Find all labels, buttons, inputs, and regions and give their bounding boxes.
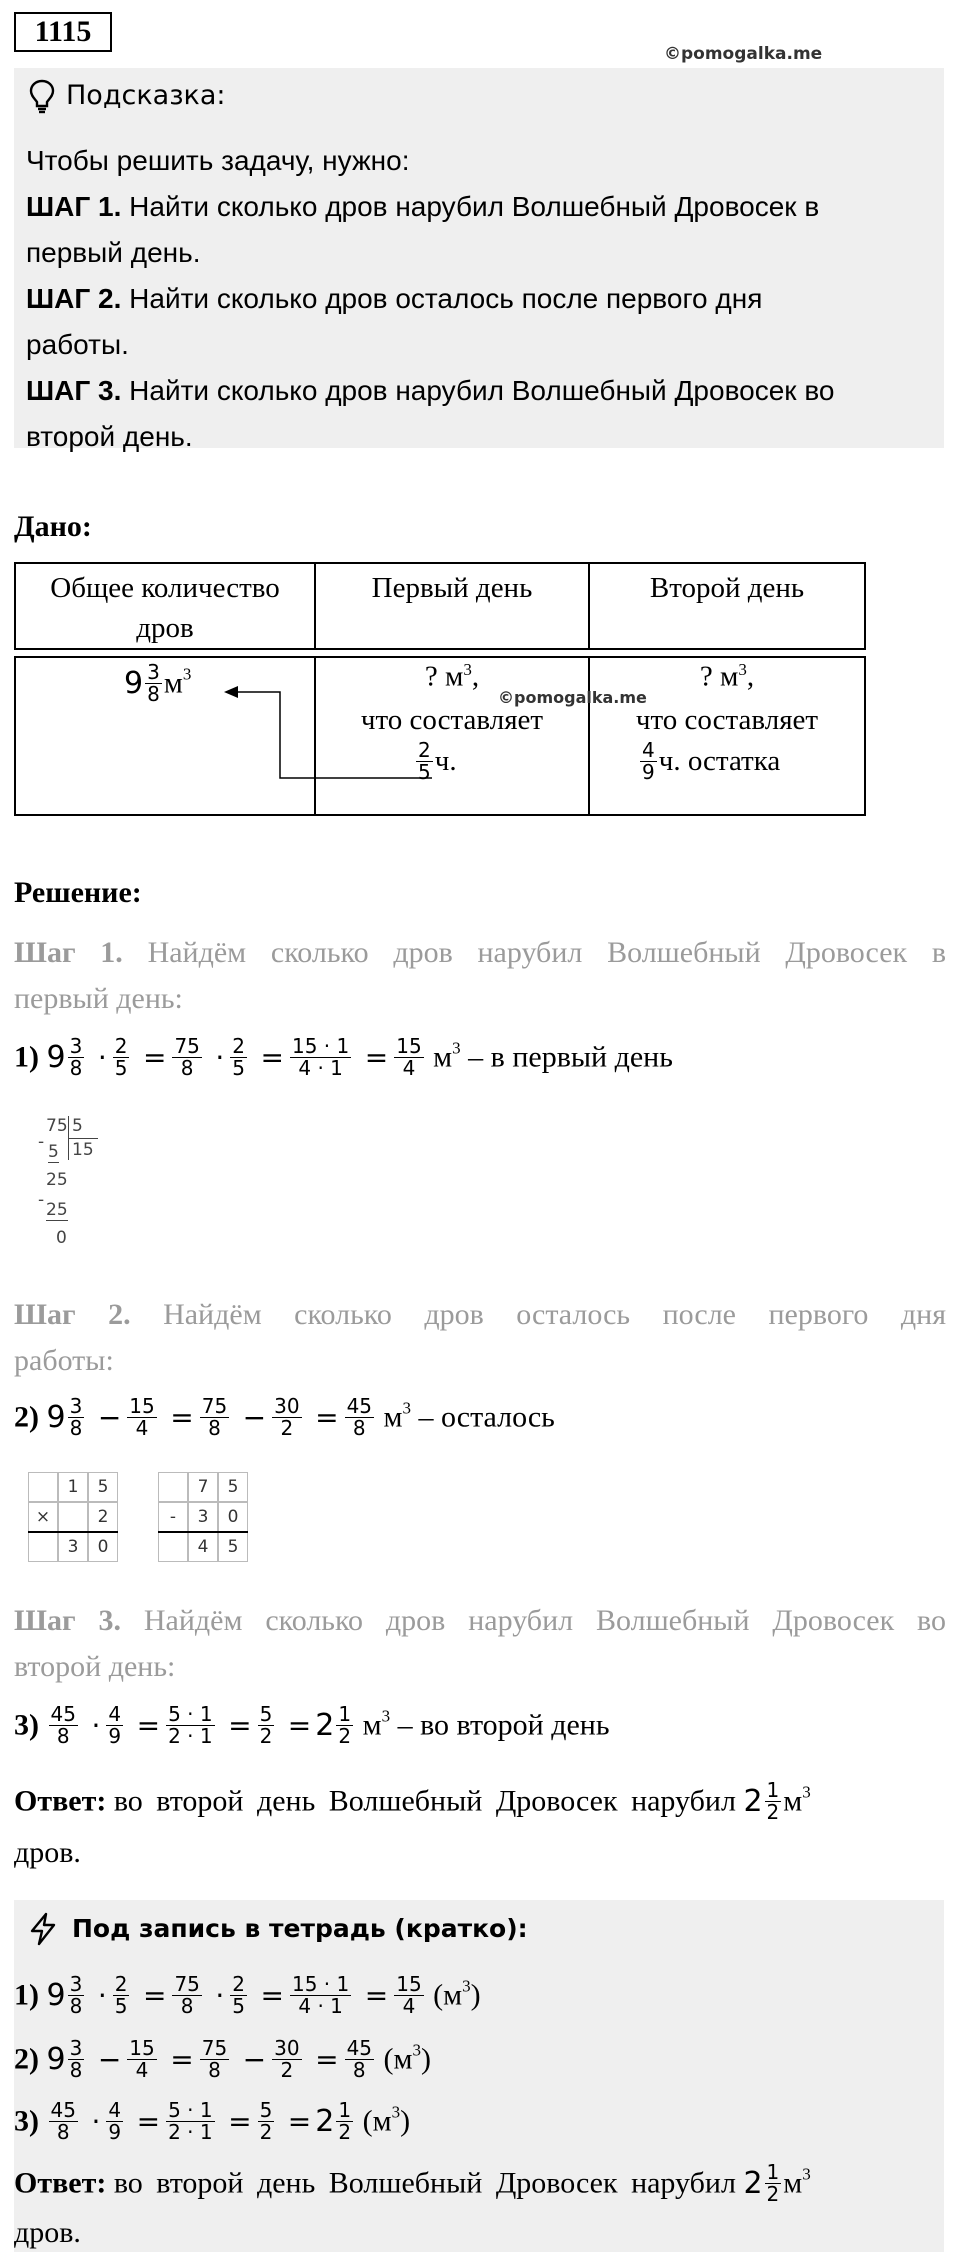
day2-question: ? $м^3$,	[699, 660, 755, 693]
hint-step-1-cont: первый день.	[26, 237, 201, 268]
answer-tail: дров.	[14, 1836, 81, 1869]
notebook-title: Под запись в тетрадь (кратко):	[72, 1914, 528, 1943]
day1-fraction: $\frac{2}{5}$ ч.	[418, 738, 457, 784]
step3-text-cont: второй день:	[14, 1650, 176, 1683]
minus-sign: -	[38, 1132, 45, 1152]
division-line	[68, 1138, 98, 1139]
table-watermark: ©pomogalka.me	[498, 688, 647, 707]
whole: 9	[124, 666, 144, 701]
long-division-divisor: 5	[72, 1116, 83, 1136]
step1-text-cont: первый день:	[14, 982, 183, 1015]
solution-title: Решение:	[14, 876, 142, 909]
equation-2: 2) 9 $\frac{3}{8}$ − $\frac{15}{4}$ = $\frac{75}{8}$ − $\frac{30}{2}$ = $\frac{45}{8}$ $м^3$ – осталось	[14, 1394, 555, 1440]
hint-intro: Чтобы решить задачу, нужно:	[26, 145, 410, 176]
total-value	[124, 662, 191, 705]
table-header-total	[14, 562, 316, 650]
grid-cell: 5	[88, 1472, 118, 1502]
notebook-answer: Ответ: во второй день Волшебный Дровосек нарубил 2 $\frac{1}{2}$ $м^3$	[14, 2160, 811, 2206]
watermark: ©pomogalka.me	[664, 44, 823, 64]
long-division-quotient: 15	[72, 1140, 94, 1160]
grid-cell: 1	[58, 1472, 88, 1502]
notebook-equation-1: 1) 9 $\frac{3}{8}$ · $\frac{2}{5}$ = $\frac{75}{8}$ · $\frac{2}{5}$ = $\frac{15 \cdot 1}{4 \cdot 1}$ = $\frac{15}{4}$ $(м^3)$	[14, 1972, 481, 2018]
lightning-icon	[28, 1912, 58, 1951]
grid-cell: 0	[88, 1532, 118, 1562]
hint-step-text: Найти сколько дров нарубил Волшебный Дровосек в	[129, 191, 820, 222]
hint-step-label: ШАГ 1.	[26, 191, 122, 222]
hint-step-1	[26, 184, 938, 230]
notebook-equation-2: 2) 9 $\frac{3}{8}$ − $\frac{15}{4}$ = $\frac{75}{8}$ − $\frac{30}{2}$ = $\frac{45}{8}$ $(м^3)$	[14, 2036, 431, 2082]
long-division-rem: 0	[56, 1228, 67, 1248]
grid-cell: 7	[188, 1472, 218, 1502]
long-division-rem: 25	[46, 1170, 68, 1190]
fraction: $\frac{3}{8}$	[147, 660, 160, 706]
equation-3: 3) $\frac{45}{8}$ · $\frac{4}{9}$ = $\frac{5 \cdot 1}{2 \cdot 1}$ = $\frac{5}{2}$ = 2 $\frac{1}{2}$ $м^3$ – во второй день	[14, 1702, 610, 1748]
hint-box	[14, 68, 944, 452]
hint-step-label: ШАГ 2.	[26, 283, 122, 314]
long-division-sub: 25	[46, 1200, 68, 1220]
hint-step-2	[26, 276, 938, 322]
grid-cell	[158, 1532, 188, 1562]
day1-question: ? $м^3$,	[424, 660, 480, 693]
mult-sign	[28, 1472, 58, 1502]
problem-number: 1115	[14, 12, 112, 52]
minus-sign: -	[38, 1190, 45, 1210]
grid-cell: 5	[218, 1472, 248, 1502]
sum-line	[28, 1531, 118, 1533]
notebook-answer-tail: дров.	[14, 2216, 81, 2249]
grid-cell	[58, 1502, 88, 1532]
hint-step-3	[26, 368, 938, 414]
step2-text-cont: работы:	[14, 1344, 114, 1377]
step1-text: Шаг 1. Найдём сколько дров нарубил Волшебный Дровосек в	[14, 936, 947, 969]
sum-line	[158, 1531, 248, 1533]
given-title: Дано:	[14, 510, 92, 543]
day2-text: что составляет	[635, 704, 819, 736]
grid-cell: 0	[218, 1502, 248, 1532]
long-division-sub: 5	[48, 1142, 59, 1162]
answer: Ответ: во второй день Волшебный Дровосек нарубил 2 $\frac{1}{2}$ $м^3$	[14, 1778, 811, 1824]
grid-cell: 2	[88, 1502, 118, 1532]
notebook-equation-3: 3) $\frac{45}{8}$ · $\frac{4}{9}$ = $\frac{5 \cdot 1}{2 \cdot 1}$ = $\frac{5}{2}$ = 2 $\frac{1}{2}$ $(м^3)$	[14, 2098, 411, 2144]
day2-fraction: $\frac{4}{9}$ ч. остатка	[642, 738, 781, 784]
exp: 3	[182, 664, 192, 684]
subt-sign-cell: -	[158, 1502, 188, 1532]
grid-cell: 4	[188, 1532, 218, 1562]
grid-cell: 3	[58, 1532, 88, 1562]
table-header-day1: Первый день	[314, 562, 590, 650]
table-header-day2: Второй день	[588, 562, 866, 650]
hint-step-text: Найти сколько дров осталось после первого дня	[129, 283, 763, 314]
equation-1: 1) 9 $\frac{3}{8}$ · $\frac{2}{5}$ = $\frac{75}{8}$ · $\frac{2}{5}$ = $\frac{15 \cdot 1}{4 \cdot 1}$ = $\frac{15}{4}$ $м^3$ – в первый день	[14, 1034, 673, 1080]
step3-text: Шаг 3. Найдём сколько дров нарубил Волшебный Дровосек во	[14, 1604, 946, 1637]
hint-step-3-cont: второй день.	[26, 421, 193, 452]
hint-step-2-cont: работы.	[26, 329, 129, 360]
grid-cell	[158, 1472, 188, 1502]
unit: м	[163, 666, 183, 700]
lightbulb-icon	[28, 78, 56, 119]
mult-sign-cell: ×	[28, 1502, 58, 1532]
notebook-box	[14, 1900, 944, 2252]
grid-cell: 3	[188, 1502, 218, 1532]
hint-title: Подсказка:	[66, 80, 226, 111]
grid-cell: 5	[218, 1532, 248, 1562]
hint-step-text: Найти сколько дров нарубил Волшебный Дровосек во	[129, 375, 835, 406]
header-text: дров	[136, 612, 194, 644]
grid-cell	[28, 1532, 58, 1562]
hint-step-label: ШАГ 3.	[26, 375, 122, 406]
day1-text: что составляет	[360, 704, 544, 736]
step2-text: Шаг 2. Найдём сколько дров осталось после первого дня	[14, 1298, 946, 1331]
long-division-dividend: 75	[46, 1116, 68, 1136]
header-text: Общее количество	[50, 572, 280, 604]
